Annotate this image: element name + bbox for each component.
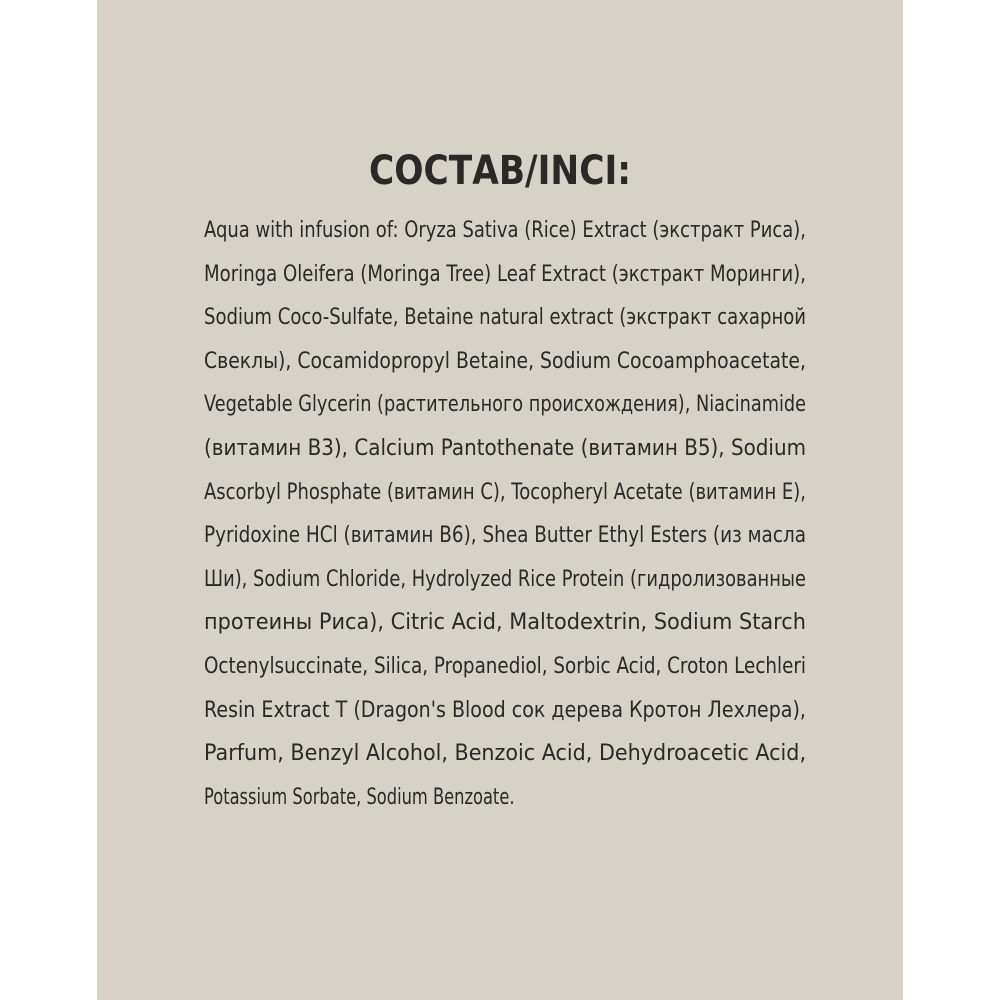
ingredient-line: Свеклы), Cocamidopropyl Betaine, Sodium Cocoamphoacetate, (204, 348, 806, 374)
ingredient-line: Sodium Coco-Sulfate, Betaine natural extract (экстракт сахарной (204, 305, 807, 331)
ingredient-line: Resin Extract T (Dragon's Blood сок дерева Кротон Лехлера), (204, 697, 806, 723)
ingredient-line: (витамин B3), Calcium Pantothenate (витамин B5), Sodium (204, 435, 806, 461)
ingredient-line: Aqua with infusion of: Oryza Sativa (Rice) Extract (экстракт Риса), (204, 218, 806, 243)
ingredients-text (204, 214, 806, 824)
ingredient-line: Vegetable Glycerin (растительного происхождения), Niacinamide (204, 392, 807, 418)
heading-title: СОСТАВ/INCI: (368, 148, 632, 194)
ingredients-panel (97, 0, 903, 1000)
ingredient-line: Pyridoxine HCl (витамин B6), Shea Butter Ethyl Esters (из масла (204, 523, 806, 549)
ingredient-line: Ши), Sodium Chloride, Hydrolyzed Rice Protein (гидролизованные (204, 566, 806, 592)
ingredient-line: протеины Риса), Citric Acid, Maltodextrin, Sodium Starch (204, 610, 806, 636)
ingredient-line: Ascorbyl Phosphate (витамин C), Tocopheryl Acetate (витамин E), (204, 479, 806, 505)
ingredient-line: Parfum, Benzyl Alcohol, Benzoic Acid, Dehydroacetic Acid, (204, 741, 807, 767)
ingredient-line: Octenylsuccinate, Silica, Propanediol, Sorbic Acid, Croton Lechleri (204, 653, 807, 679)
ingredient-line: Potassium Sorbate, Sodium Benzoate. (204, 784, 515, 810)
ingredient-line: Moringa Oleifera (Moringa Tree) Leaf Extract (экстракт Моринги), (204, 261, 806, 287)
